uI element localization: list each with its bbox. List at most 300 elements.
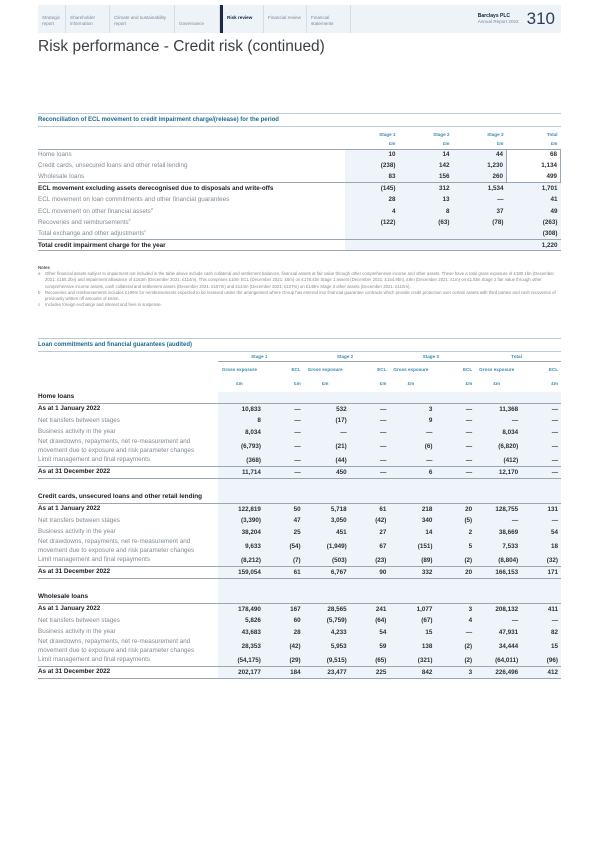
row-label: Business activity in the year — [38, 428, 116, 435]
cell: (65) — [350, 655, 390, 667]
subcol-gross: Gross exposure — [304, 361, 350, 379]
loan-commitments-table — [38, 353, 561, 388]
cell: 340 — [389, 515, 435, 527]
cell: 4,233 — [304, 627, 350, 639]
cell: 3,050 — [304, 515, 350, 527]
cell: (238) — [345, 160, 399, 171]
cell: — — [435, 438, 475, 455]
cell: 1,534 — [453, 183, 507, 194]
cell: 47,931 — [475, 627, 521, 639]
table-row — [38, 415, 561, 427]
subcol-ecl: ECL — [435, 361, 475, 379]
cell: 14 — [389, 527, 435, 539]
unit: £m — [350, 379, 390, 388]
cell: 8 — [399, 205, 453, 216]
cell: 9 — [389, 415, 435, 427]
page-number: 310 — [526, 9, 555, 28]
cell: 1,230 — [453, 160, 507, 171]
cell: 15 — [389, 627, 435, 639]
cell: 82 — [521, 627, 561, 639]
cell: 6 — [389, 467, 435, 479]
cell: (2) — [435, 655, 475, 667]
cell: 8,034 — [475, 427, 521, 439]
cell: — — [521, 455, 561, 467]
unit: £m — [389, 379, 435, 388]
cell: 5,718 — [304, 504, 350, 516]
table-row — [38, 149, 561, 160]
cell: 47 — [264, 515, 304, 527]
cell: 3 — [435, 604, 475, 616]
group-header — [38, 592, 561, 604]
row-label: ECL movement excluding assets derecognised due to disposals and write-offs — [38, 183, 345, 194]
cell: 218 — [389, 504, 435, 516]
unit-row — [38, 139, 561, 149]
cell: — — [264, 415, 304, 427]
cell: 83 — [345, 172, 399, 183]
cell — [399, 239, 453, 250]
cell: — — [350, 455, 390, 467]
cell: — — [521, 515, 561, 527]
cell: (78) — [453, 217, 507, 228]
cell: (42) — [264, 638, 304, 655]
cell: 142 — [399, 160, 453, 171]
cell: (5,759) — [304, 615, 350, 627]
cell: 3 — [389, 404, 435, 416]
row-label: Limit management and final repayments — [38, 456, 151, 464]
cell: (64,011) — [475, 655, 521, 667]
cell: (9,515) — [304, 655, 350, 667]
row-label: Net drawdowns, repayments, net re-measurement and movement due to exposure and risk parameter changes — [38, 438, 195, 454]
cell: 23,477 — [304, 667, 350, 679]
cell: 532 — [304, 404, 350, 416]
loan-commitments-title: Loan commitments and financial guarantees (audited) — [38, 338, 561, 352]
row-label: Wholesale loans — [38, 173, 85, 181]
table-row — [38, 194, 561, 205]
cell: 37 — [453, 205, 507, 216]
nav-tab-financial-statements[interactable]: Financial statements — [307, 5, 351, 33]
cell: 1,134 — [507, 160, 561, 171]
cell: 128,755 — [475, 504, 521, 516]
note-key: a — [38, 271, 41, 277]
cell: 20 — [435, 567, 475, 579]
group-spacer — [38, 478, 561, 492]
unit: £m — [435, 379, 475, 388]
table-row — [38, 604, 561, 616]
table-row — [38, 172, 561, 183]
cell: 260 — [453, 172, 507, 183]
cell: 12,170 — [475, 467, 521, 479]
company-name: Barclays PLC — [477, 13, 510, 19]
cell: (321) — [389, 655, 435, 667]
cell: 10 — [345, 149, 399, 160]
row-label: Net drawdowns, repayments, net re-measurement and movement due to exposure and risk parameter changes — [38, 538, 195, 554]
col-stage1: Stage 1 — [345, 129, 399, 139]
cell: — — [389, 455, 435, 467]
cell: 10,833 — [218, 404, 264, 416]
cell: — — [435, 427, 475, 439]
cell: — — [264, 438, 304, 455]
cell: 28 — [345, 194, 399, 205]
cell: 7,533 — [475, 538, 521, 555]
cell: — — [475, 615, 521, 627]
brand-block — [478, 5, 561, 33]
cell: (42) — [350, 515, 390, 527]
cell: 225 — [350, 667, 390, 679]
cell: 138 — [389, 638, 435, 655]
unit-row — [38, 379, 561, 388]
cell: (21) — [304, 438, 350, 455]
col-total: Total — [507, 129, 561, 139]
group-spacer — [38, 578, 561, 592]
cell: 226,496 — [475, 667, 521, 679]
cell: 61 — [350, 504, 390, 516]
cell: (412) — [475, 455, 521, 467]
page-title: Risk performance - Credit risk (continued) — [38, 38, 325, 55]
cell: 4 — [435, 615, 475, 627]
table-row — [38, 615, 561, 627]
row-label: Recoveries and reimbursements$^b$ — [38, 218, 131, 227]
cell — [345, 228, 399, 239]
cell: (2) — [435, 555, 475, 567]
col-stage2: Stage 2 — [399, 129, 453, 139]
subcol-gross: Gross exposure — [389, 361, 435, 379]
cell: 167 — [264, 604, 304, 616]
unit: £m — [521, 379, 561, 388]
cell: (368) — [218, 455, 264, 467]
table-row — [38, 205, 561, 216]
cell: 15 — [521, 638, 561, 655]
table-row — [38, 515, 561, 527]
subcol-ecl: ECL — [350, 361, 390, 379]
subcol-ecl: ECL — [264, 361, 304, 379]
nav-tab-risk-review[interactable]: Risk review — [220, 5, 264, 33]
cell: 20 — [435, 504, 475, 516]
nav-tab-strategic-report[interactable]: Strategic report — [38, 5, 66, 33]
cell: — — [435, 467, 475, 479]
cell — [345, 239, 399, 250]
cell: 60 — [264, 615, 304, 627]
row-label: Business activity in the year — [38, 628, 116, 635]
group-label: Credit cards, unsecured loans and other retail lending — [38, 493, 203, 501]
cell: 1,701 — [507, 183, 561, 194]
cell: (8,212) — [218, 555, 264, 567]
cell: 842 — [389, 667, 435, 679]
cell: 241 — [350, 604, 390, 616]
unit: £m — [453, 139, 507, 149]
cell: 49 — [507, 205, 561, 216]
cell: (44) — [304, 455, 350, 467]
cell: (96) — [521, 655, 561, 667]
cell: 184 — [264, 667, 304, 679]
cell: (1,949) — [304, 538, 350, 555]
note-key: c — [38, 302, 41, 308]
table-row — [38, 555, 561, 567]
table-row — [38, 228, 561, 239]
table-row — [38, 627, 561, 639]
table-row — [38, 504, 561, 516]
group-header — [38, 392, 561, 404]
cell: 5 — [435, 538, 475, 555]
cell: — — [389, 427, 435, 439]
note-c — [38, 302, 561, 308]
col-stage3: Stage 3 — [453, 129, 507, 139]
cell: (145) — [345, 183, 399, 194]
cell: 50 — [264, 504, 304, 516]
footnote-ref: c — [144, 229, 147, 234]
cell: (263) — [507, 217, 561, 228]
cell: (17) — [304, 415, 350, 427]
cell: (6,820) — [475, 438, 521, 455]
group-header — [38, 492, 561, 504]
cell: (8,804) — [475, 555, 521, 567]
group-label: Wholesale loans — [38, 593, 89, 601]
subcol-ecl: ECL — [521, 361, 561, 379]
cell: — — [435, 455, 475, 467]
notes — [38, 265, 561, 308]
cell: 6,767 — [304, 567, 350, 579]
table-row — [38, 160, 561, 171]
cell: — — [521, 404, 561, 416]
table-row — [38, 638, 561, 655]
cell: — — [435, 415, 475, 427]
cell: 9,633 — [218, 538, 264, 555]
unit: £m — [475, 379, 521, 388]
unit: £m — [507, 139, 561, 149]
stage-header-row — [38, 353, 561, 361]
cell: — — [350, 438, 390, 455]
cell: 159,054 — [218, 567, 264, 579]
table-row — [38, 427, 561, 439]
cell: — — [264, 467, 304, 479]
row-label: Net drawdowns, repayments, net re-measurement and movement due to exposure and risk parameter changes — [38, 638, 195, 654]
cell: 25 — [264, 527, 304, 539]
cell: 68 — [507, 149, 561, 160]
cell: — — [453, 194, 507, 205]
cell: — — [521, 415, 561, 427]
stage-header: Stage 1 — [218, 353, 304, 361]
cell: — — [521, 615, 561, 627]
cell: — — [304, 427, 350, 439]
cell: 28,565 — [304, 604, 350, 616]
cell: — — [264, 427, 304, 439]
table-row — [38, 655, 561, 667]
notes-title: Notes — [38, 265, 50, 270]
cell: — — [435, 404, 475, 416]
row-label: As at 31 December 2022 — [38, 567, 218, 579]
cell: — — [264, 404, 304, 416]
table-row — [38, 217, 561, 228]
cell: — — [350, 467, 390, 479]
cell: — — [264, 455, 304, 467]
group-label: Home loans — [38, 393, 75, 401]
cell: (308) — [507, 228, 561, 239]
cell: 1,077 — [389, 604, 435, 616]
subcol-gross: Gross exposure — [475, 361, 521, 379]
reconciliation-title: Reconciliation of ECL movement to credit impairment charge/(release) for the period — [38, 113, 561, 127]
cell: (67) — [389, 615, 435, 627]
cell: (63) — [399, 217, 453, 228]
table-row — [38, 438, 561, 455]
stage-header: Total — [475, 353, 561, 361]
nav-tab-climate-sustainability[interactable]: Climate and sustainability report — [110, 5, 175, 33]
note-text: Other financial assets subject to impairment not included in the table above include cash collateral and settlement balances, financial assets at fair value through other comprehensive income and other assets. These have a total gross exposure of £180.1bn (December 2021: £155.2bn) and impairment allowance of £163m (December 2021: £114m). This comprises £10m ECL (December 2021: £6m) on £178.4bn Stage 1 assets (December 2021: £154.9bn), £9m (December 2021: £1m) on £1.5bn Stage 2 fair value through other comprehensive income assets, cash collateral and settlement assets (December 2021: £157m) and £144m (December 2021: £107m) on £149m Stage 3 other assets (December 2021: £110m). — [45, 271, 554, 289]
cell: — — [521, 427, 561, 439]
cell: 61 — [264, 567, 304, 579]
cell: 122,819 — [218, 504, 264, 516]
cell: (23) — [350, 555, 390, 567]
table-row — [38, 667, 561, 679]
row-label: ECL movement on other financial assets$^a$ — [38, 207, 153, 216]
table-row — [38, 538, 561, 555]
cell: 18 — [521, 538, 561, 555]
cell: (54) — [264, 538, 304, 555]
row-label: Limit management and final repayments — [38, 656, 151, 664]
subcol-gross: Gross exposure — [218, 361, 264, 379]
cell: 13 — [399, 194, 453, 205]
cell: 178,490 — [218, 604, 264, 616]
row-label: Net transfers between stages — [38, 416, 120, 424]
cell — [399, 228, 453, 239]
column-header-row — [38, 129, 561, 139]
cell: 8 — [218, 415, 264, 427]
loan-commitments-body — [38, 392, 561, 679]
cell: — — [350, 415, 390, 427]
cell: 312 — [399, 183, 453, 194]
reconciliation-table — [38, 129, 561, 251]
cell: 131 — [521, 504, 561, 516]
cell: 171 — [521, 567, 561, 579]
cell: (6) — [389, 438, 435, 455]
report-name: Annual Report 2022 — [477, 19, 519, 24]
unit: £m — [304, 379, 350, 388]
note-b — [38, 290, 561, 302]
row-label: As at 1 January 2022 — [38, 604, 218, 616]
table-row — [38, 527, 561, 539]
cell: 38,204 — [218, 527, 264, 539]
cell: (503) — [304, 555, 350, 567]
cell: (32) — [521, 555, 561, 567]
cell: 451 — [304, 527, 350, 539]
table-row — [38, 467, 561, 479]
row-label: Net transfers between stages — [38, 516, 120, 524]
cell: (6,793) — [218, 438, 264, 455]
footnote-ref: b — [128, 218, 131, 223]
cell: 44 — [453, 149, 507, 160]
note-key: b — [38, 289, 41, 295]
table-row — [38, 404, 561, 416]
cell: 3 — [435, 667, 475, 679]
unit: £m — [399, 139, 453, 149]
report-nav — [38, 5, 561, 33]
table-row — [38, 183, 561, 194]
cell: — — [521, 467, 561, 479]
table-row-total — [38, 239, 561, 250]
unit: £m — [345, 139, 399, 149]
row-label: Credit cards, unsecured loans and other retail lending — [38, 162, 188, 170]
cell: 27 — [350, 527, 390, 539]
row-label: As at 31 December 2022 — [38, 667, 218, 679]
nav-tab-shareholder-information[interactable]: Shareholder information — [66, 5, 110, 33]
cell: 332 — [389, 567, 435, 579]
cell: 166,153 — [475, 567, 521, 579]
cell: — — [521, 438, 561, 455]
cell: — — [435, 627, 475, 639]
nav-tab-governance[interactable]: Governance — [175, 5, 220, 33]
cell: 4 — [345, 205, 399, 216]
cell: — — [350, 427, 390, 439]
cell: 156 — [399, 172, 453, 183]
cell: 499 — [507, 172, 561, 183]
unit: £m — [218, 379, 264, 388]
cell: 43,683 — [218, 627, 264, 639]
cell: (2) — [435, 638, 475, 655]
row-label: Business activity in the year — [38, 528, 116, 535]
cell: 28,353 — [218, 638, 264, 655]
row-label: Limit management and final repayments — [38, 556, 151, 564]
unit: £m — [264, 379, 304, 388]
cell: 54 — [521, 527, 561, 539]
row-label: ECL movement on loan commitments and other financial guarantees — [38, 196, 230, 204]
cell: 411 — [521, 604, 561, 616]
row-label: Net transfers between stages — [38, 616, 120, 624]
cell: (5) — [435, 515, 475, 527]
cell: 5,826 — [218, 615, 264, 627]
nav-tab-financial-review[interactable]: Financial review — [264, 5, 307, 33]
table-row — [38, 455, 561, 467]
row-label: As at 1 January 2022 — [38, 504, 218, 516]
cell: 90 — [350, 567, 390, 579]
cell: (3,390) — [218, 515, 264, 527]
cell: 38,669 — [475, 527, 521, 539]
row-label: Home loans — [38, 151, 72, 159]
subcolumn-header-row — [38, 361, 561, 379]
cell: 202,177 — [218, 667, 264, 679]
cell: (122) — [345, 217, 399, 228]
cell: (7) — [264, 555, 304, 567]
note-a — [38, 271, 561, 290]
cell: 67 — [350, 538, 390, 555]
table-row — [38, 567, 561, 579]
note-text: Includes foreign exchange and interest and fees in suspense. — [45, 302, 162, 308]
cell: 2 — [435, 527, 475, 539]
cell: 41 — [507, 194, 561, 205]
cell — [453, 239, 507, 250]
cell: (64) — [350, 615, 390, 627]
cell: (151) — [389, 538, 435, 555]
cell: 28 — [264, 627, 304, 639]
cell: 5,953 — [304, 638, 350, 655]
cell — [453, 228, 507, 239]
footnote-ref: a — [150, 207, 153, 212]
cell: 208,132 — [475, 604, 521, 616]
note-text: Recoveries and reimbursements includes £199m for reimbursements expected to be received under the arrangement where Group has entered into financial guarantee contracts which provide credit protection over certain assets with third parties and cash recoveries of previously written off amounts of £64m. — [45, 289, 556, 302]
cell: — — [475, 415, 521, 427]
cell: 14 — [399, 149, 453, 160]
cell: 412 — [521, 667, 561, 679]
stage-header: Stage 3 — [389, 353, 475, 361]
row-label: Total exchange and other adjustments$^c$ — [38, 229, 147, 238]
cell: (29) — [264, 655, 304, 667]
cell: 59 — [350, 638, 390, 655]
cell: 34,444 — [475, 638, 521, 655]
cell: 450 — [304, 467, 350, 479]
cell: — — [475, 515, 521, 527]
cell: 11,714 — [218, 467, 264, 479]
cell: (54,175) — [218, 655, 264, 667]
stage-header: Stage 2 — [304, 353, 390, 361]
cell: 11,368 — [475, 404, 521, 416]
cell: — — [350, 404, 390, 416]
